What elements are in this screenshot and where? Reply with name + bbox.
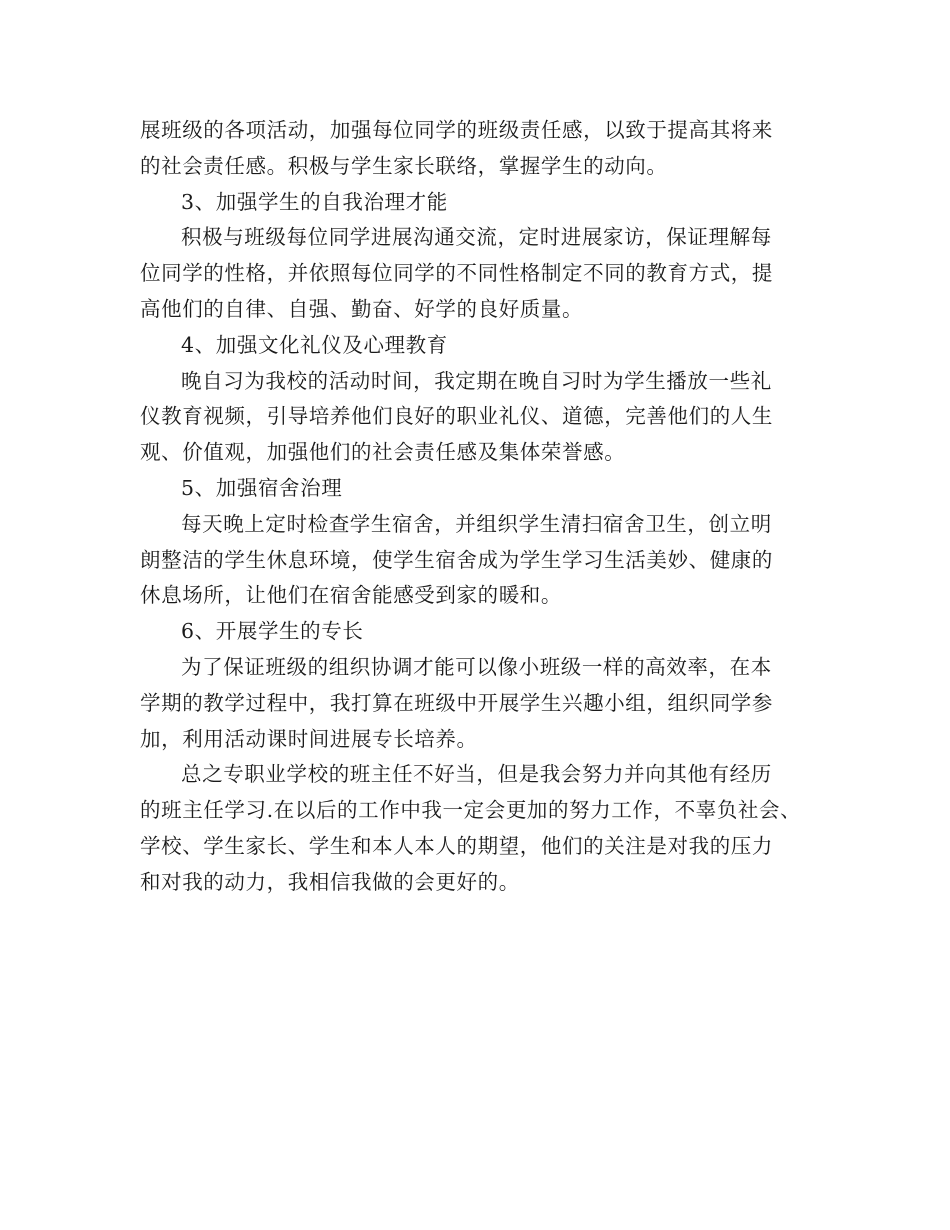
text-line: 学校、学生家长、学生和本人本人的期望，他们的关注是对我的压力	[140, 833, 773, 858]
text-line: 高他们的自律、自强、勤奋、好学的良好质量。	[140, 296, 584, 321]
section-heading: 4、加强文化礼仪及心理教育	[181, 332, 448, 357]
section-heading: 5、加强宿舍治理	[181, 475, 343, 500]
text-line: 为了保证班级的组织协调才能可以像小班级一样的高效率，在本	[181, 654, 772, 679]
text-line: 每天晚上定时检查学生宿舍，并组织学生清扫宿舍卫生，创立明	[181, 511, 772, 536]
text-line: 的班主任学习.在以后的工作中我一定会更加的努力工作，不辜负社会、	[140, 798, 802, 823]
section-heading: 3、加强学生的自我治理才能	[181, 189, 448, 214]
text-line: 的社会责任感。积极与学生家长联络，掌握学生的动向。	[140, 153, 668, 178]
section-heading: 6、开展学生的专长	[181, 619, 364, 644]
text-line: 和对我的动力，我相信我做的会更好的。	[140, 869, 520, 894]
text-line: 仪教育视频，引导培养他们良好的职业礼仪、道德，完善他们的人生	[140, 404, 773, 429]
text-line: 总之专职业学校的班主任不好当，但是我会努力并向其他有经历	[181, 762, 772, 787]
text-line: 朗整洁的学生休息环境，使学生宿舍成为学生学习生活美妙、健康的	[140, 547, 773, 572]
text-line: 晚自习为我校的活动时间，我定期在晚自习时为学生播放一些礼	[181, 368, 772, 393]
text-line: 学期的教学过程中，我打算在班级中开展学生兴趣小组，组织同学参	[140, 690, 773, 715]
text-line: 休息场所，让他们在宿舍能感受到家的暖和。	[140, 583, 562, 608]
text-line: 展班级的各项活动，加强每位同学的班级责任感，以致于提高其将来	[140, 118, 773, 142]
document-body	[140, 113, 820, 901]
text-line: 位同学的性格，并依照每位同学的不同性格制定不同的教育方式，提	[140, 261, 773, 286]
text-line: 观、价值观，加强他们的社会责任感及集体荣誉感。	[140, 440, 626, 465]
text-line: 积极与班级每位同学进展沟通交流，定时进展家访，保证理解每	[181, 225, 772, 250]
text-line: 加，利用活动课时间进展专长培养。	[140, 726, 478, 751]
